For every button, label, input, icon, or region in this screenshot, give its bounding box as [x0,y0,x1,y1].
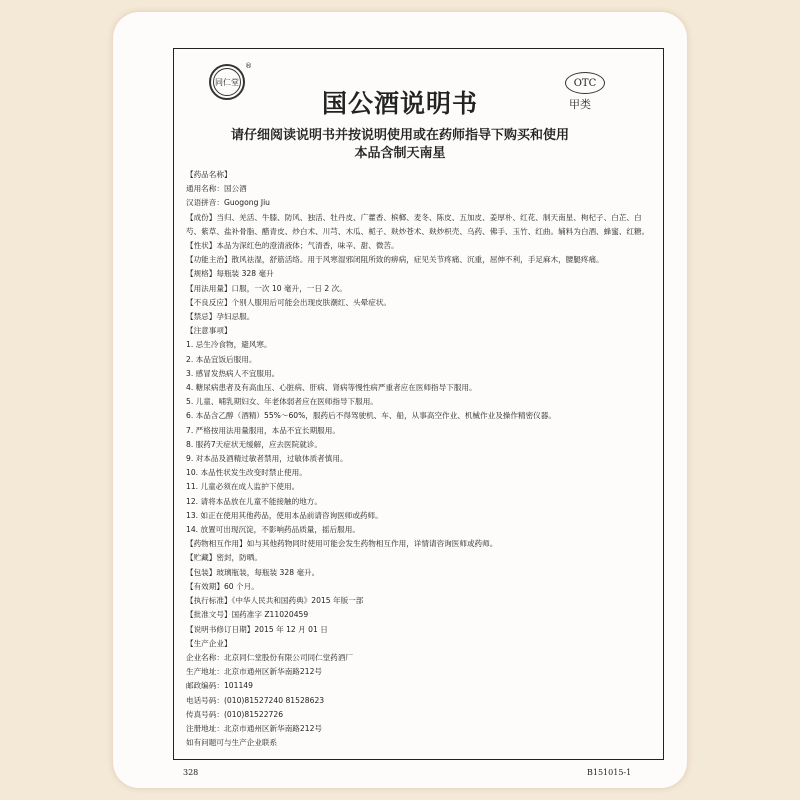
common-name: 通用名称：国公酒 [186,184,247,194]
manufacturer-heading: 【生产企业】 [186,638,232,648]
specification: 【规格】每瓶装 328 毫升 [186,269,274,279]
registered-address: 注册地址：北京市通州区新华南路212号 [186,723,322,733]
package: 【包装】玻璃瓶装，每瓶装 328 毫升。 [186,567,320,577]
warning-line-1: 请仔细阅读说明书并按说明使用或在药师指导下购买和使用 [230,128,569,143]
adverse-reactions: 【不良反应】个别人服用后可能会出现皮肤潮红、头晕症状。 [186,297,392,307]
production-address: 生产地址：北京市通州区新华南路212号 [186,667,322,677]
note-item: 2. 本品宜饭后服用。 [186,354,257,364]
registered-mark: ® [245,62,252,70]
note-item: 13. 如正在使用其他药品，使用本品前请咨询医师或药师。 [186,510,383,520]
page-title: 国公酒说明书 [321,89,478,118]
postcode: 邮政编码：101149 [186,681,253,691]
drug-interactions: 【药物相互作用】如与其他药物同时使用可能会发生药物相互作用，详情请咨询医师或药师。 [186,539,498,549]
phone-number: 电话号码：(010)81527240 81528623 [186,695,325,705]
notes-heading: 【注意事项】 [186,326,232,336]
contraindications: 【禁忌】孕妇忌服。 [186,312,255,322]
note-item: 4. 糖尿病患者及有高血压、心脏病、肝病、肾病等慢性病严重者应在医师指导下服用。 [186,383,477,393]
note-item: 5. 儿童、哺乳期妇女、年老体弱者应在医师指导下服用。 [186,397,378,407]
fax-number: 传真号码：(010)81522726 [186,709,284,719]
usage-dosage: 【用法用量】口服，一次 10 毫升，一日 2 次。 [186,283,347,293]
leaflet-page [113,12,687,788]
otc-badge: OTC [565,72,605,94]
warning-line-2: 本品含制天南星 [354,146,446,161]
indications: 【功能主治】散风祛湿，舒筋活络。用于风寒湿邪闭阻所致的痹病，症见关节疼痛、沉重，屈伸不利，手足麻木，腰腿疼痛。 [186,255,604,265]
note-item: 6. 本品含乙醇（酒精）55%～60%，服药后不得驾驶机、车、船，从事高空作业、机械作业及操作精密仪器。 [186,411,556,421]
footer-doc-code: B151015-1 [587,768,632,777]
note-item: 11. 儿童必须在成人监护下使用。 [186,482,300,492]
note-item: 10. 本品性状发生改变时禁止使用。 [186,468,307,478]
revision-date: 【说明书修订日期】2015 年 12 月 01 日 [186,624,328,634]
storage: 【贮藏】密封，防晒。 [186,553,262,563]
note-item: 8. 服药7天症状无缓解，应去医院就诊。 [186,439,322,449]
otc-class-label: 甲类 [569,98,591,111]
footer-page-code: 328 [183,768,199,777]
pinyin-name: 汉语拼音：Guogong Jiu [186,198,270,208]
leaflet-body [186,168,654,750]
note-item: 7. 严格按用法用量服用，本品不宜长期服用。 [186,425,340,435]
character: 【性状】本品为深红色的澄清液体；气清香，味辛、甜、微苦。 [186,241,399,251]
note-item: 1. 忌生冷食物，避风寒。 [186,340,272,350]
approval-number: 【批准文号】国药准字 Z11020459 [186,610,309,620]
manufacturer-name: 企业名称：北京同仁堂股份有限公司同仁堂药酒厂 [186,652,354,662]
note-item: 12. 请将本品放在儿童不能接触的地方。 [186,496,322,506]
contact-note: 如有问题可与生产企业联系 [186,738,278,748]
standard: 【执行标准】《中华人民共和国药典》2015 年版一部 [186,596,364,606]
drug-name-heading: 【药品名称】 [186,170,232,179]
ingredients: 【成份】当归、羌活、牛膝、防风、独活、牡丹皮、广藿香、槟榔、麦冬、陈皮、五加皮、姜厚朴、红花、制天南星、枸杞子、白芷、白芍、紫草、盐补骨脂、醋青皮、炒白术、川芎、木瓜、栀子、麸炒苍术、麸炒枳壳、乌药、佛手、玉竹、红曲。辅料为白酒、蜂蜜、红糖。 [186,212,650,236]
note-item: 3. 感冒发热病人不宜服用。 [186,368,280,378]
validity: 【有效期】60 个月。 [186,581,259,591]
note-item: 14. 放置可出现沉淀，不影响药品质量，摇后服用。 [186,525,360,535]
note-item: 9. 对本品及酒精过敏者禁用，过敏体质者慎用。 [186,454,348,464]
brand-logo-text: 同仁堂 [213,68,241,96]
